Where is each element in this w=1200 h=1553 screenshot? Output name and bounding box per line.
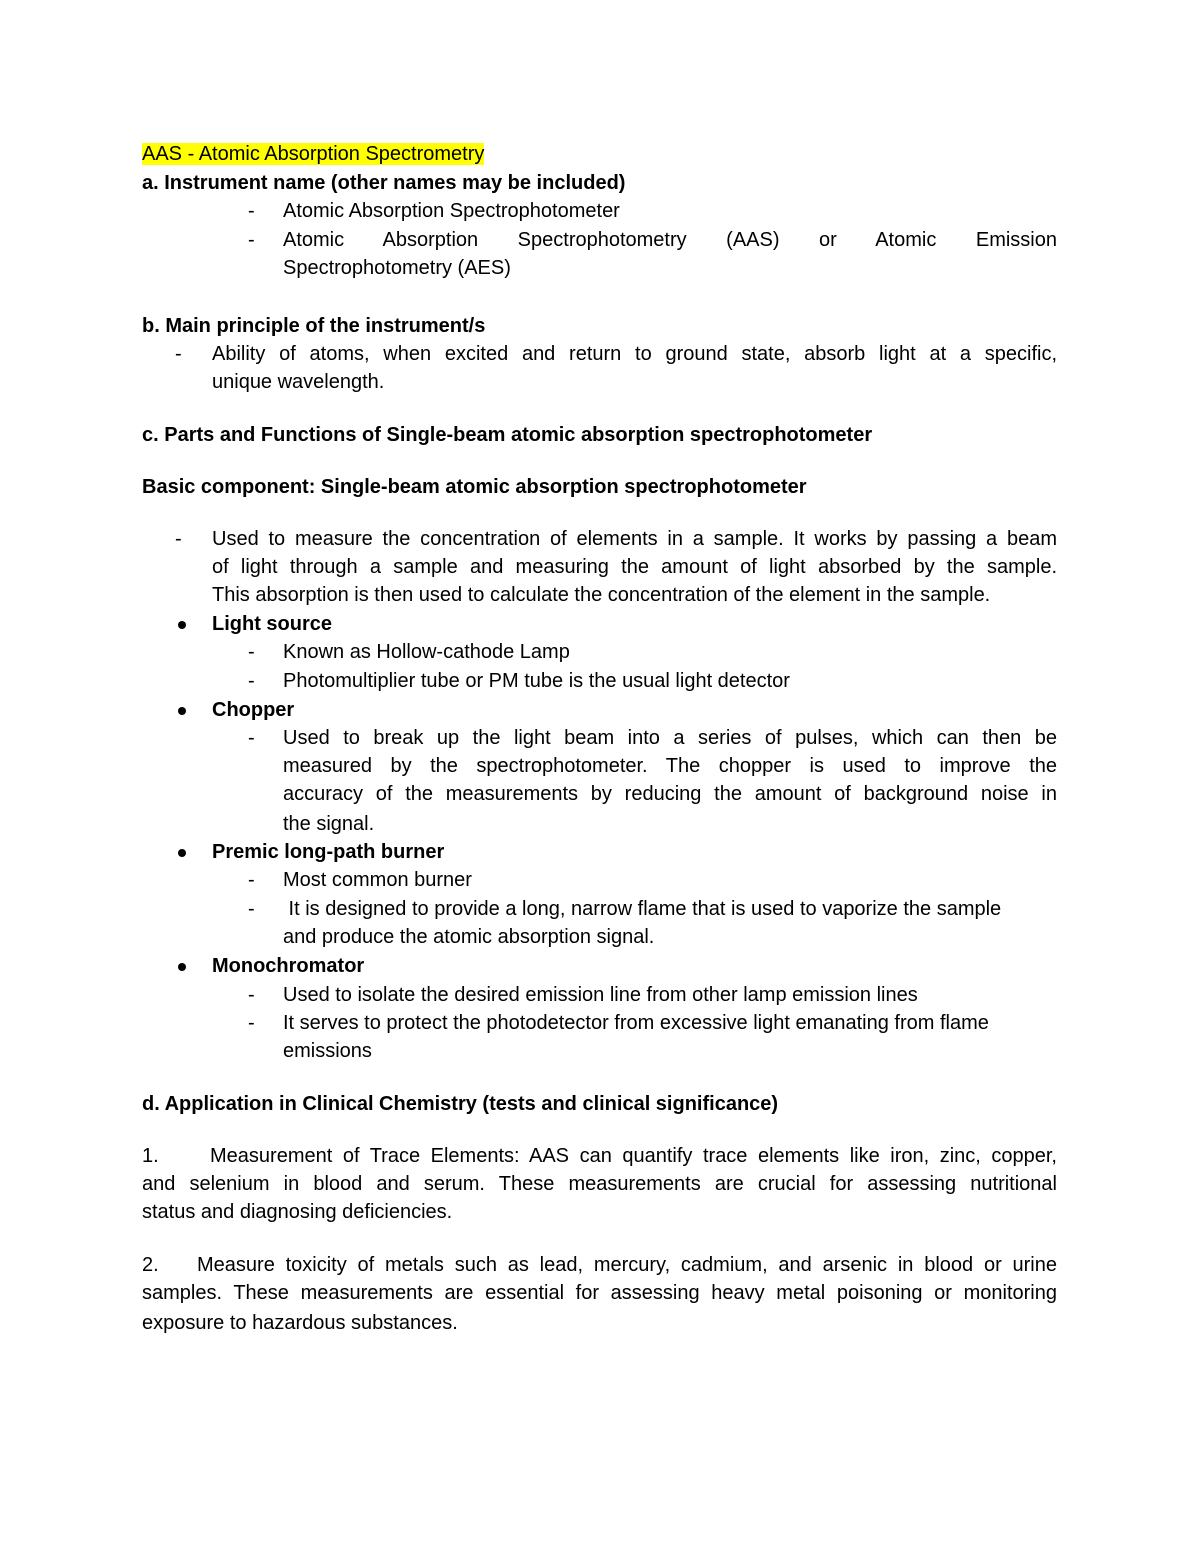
paragraph-line: exposure to hazardous substances. (142, 1312, 458, 1334)
list-item: Atomic Absorption Spectrophotometry (AAS) or Atomic Emission (283, 229, 1057, 251)
list-item: Photomultiplier tube or PM tube is the usual light detector (283, 670, 790, 692)
dash-marker: - (175, 343, 182, 365)
description-line: Used to measure the concentration of elements in a sample. It works by passing a beam (212, 528, 1057, 550)
paragraph-line: Measurement of Trace Elements: AAS can quantify trace elements like iron, zinc, copper, (210, 1145, 1057, 1167)
part-burner: Premic long-path burner (212, 841, 445, 863)
principle-text: Ability of atoms, when excited and return to ground state, absorb light at a specific, (212, 343, 1057, 365)
list-item-continuation: Spectrophotometry (AES) (283, 257, 511, 279)
list-item: It serves to protect the photodetector from excessive light emanating from flame (283, 1012, 989, 1034)
dash-marker: - (248, 641, 255, 663)
list-item: Used to isolate the desired emission line from other lamp emission lines (283, 984, 918, 1006)
paragraph-line: and selenium in blood and serum. These measurements are crucial for assessing nutritional (142, 1173, 1057, 1195)
dash-marker: - (248, 869, 255, 891)
bullet-icon (178, 707, 186, 715)
paragraph-number: 2. (142, 1254, 159, 1276)
chopper-text: measured by the spectrophotometer. The chopper is used to improve the (283, 755, 1057, 777)
principle-text-continuation: unique wavelength. (212, 371, 385, 393)
section-d-heading: d. Application in Clinical Chemistry (tests and clinical significance) (142, 1093, 779, 1115)
list-item: Atomic Absorption Spectrophotometer (283, 200, 620, 222)
dash-marker: - (248, 200, 255, 222)
paragraph-line: samples. These measurements are essential for assessing heavy metal poisoning or monitoring (142, 1282, 1057, 1304)
paragraph-line: Measure toxicity of metals such as lead, mercury, cadmium, and arsenic in blood or urine (197, 1254, 1057, 1276)
chopper-text: the signal. (283, 813, 375, 835)
paragraph-number: 1. (142, 1145, 159, 1167)
paragraph-line: status and diagnosing deficiencies. (142, 1201, 453, 1223)
dash-marker: - (248, 229, 255, 251)
description-line: This absorption is then used to calculate the concentration of the element in the sample. (212, 584, 991, 606)
dash-marker: - (248, 1012, 255, 1034)
list-item: It is designed to provide a long, narrow flame that is used to vaporize the sample (283, 898, 1002, 920)
bullet-icon (178, 963, 186, 971)
dash-marker: - (248, 898, 255, 920)
dash-marker: - (248, 670, 255, 692)
chopper-text: accuracy of the measurements by reducing the amount of background noise in (283, 783, 1057, 805)
section-c-subheading: Basic component: Single-beam atomic absorption spectrophotometer (142, 476, 807, 498)
description-line: of light through a sample and measuring the amount of light absorbed by the sample. (212, 556, 1057, 578)
bullet-icon (178, 621, 186, 629)
part-chopper: Chopper (212, 699, 295, 721)
section-b-heading: b. Main principle of the instrument/s (142, 315, 486, 337)
section-c-heading: c. Parts and Functions of Single-beam atomic absorption spectrophotometer (142, 424, 873, 446)
dash-marker: - (248, 984, 255, 1006)
part-monochromator: Monochromator (212, 955, 365, 977)
part-light-source: Light source (212, 613, 333, 635)
dash-marker: - (248, 727, 255, 749)
chopper-text: Used to break up the light beam into a series of pulses, which can then be (283, 727, 1057, 749)
section-a-heading: a. Instrument name (other names may be included) (142, 172, 626, 194)
list-item-continuation: and produce the atomic absorption signal. (283, 926, 655, 948)
title-highlight: AAS - Atomic Absorption Spectrometry (142, 143, 485, 165)
list-item: Known as Hollow-cathode Lamp (283, 641, 570, 663)
document-title (142, 140, 484, 168)
list-item-continuation: emissions (283, 1040, 372, 1062)
dash-marker: - (175, 528, 182, 550)
list-item: Most common burner (283, 869, 472, 891)
bullet-icon (178, 849, 186, 857)
